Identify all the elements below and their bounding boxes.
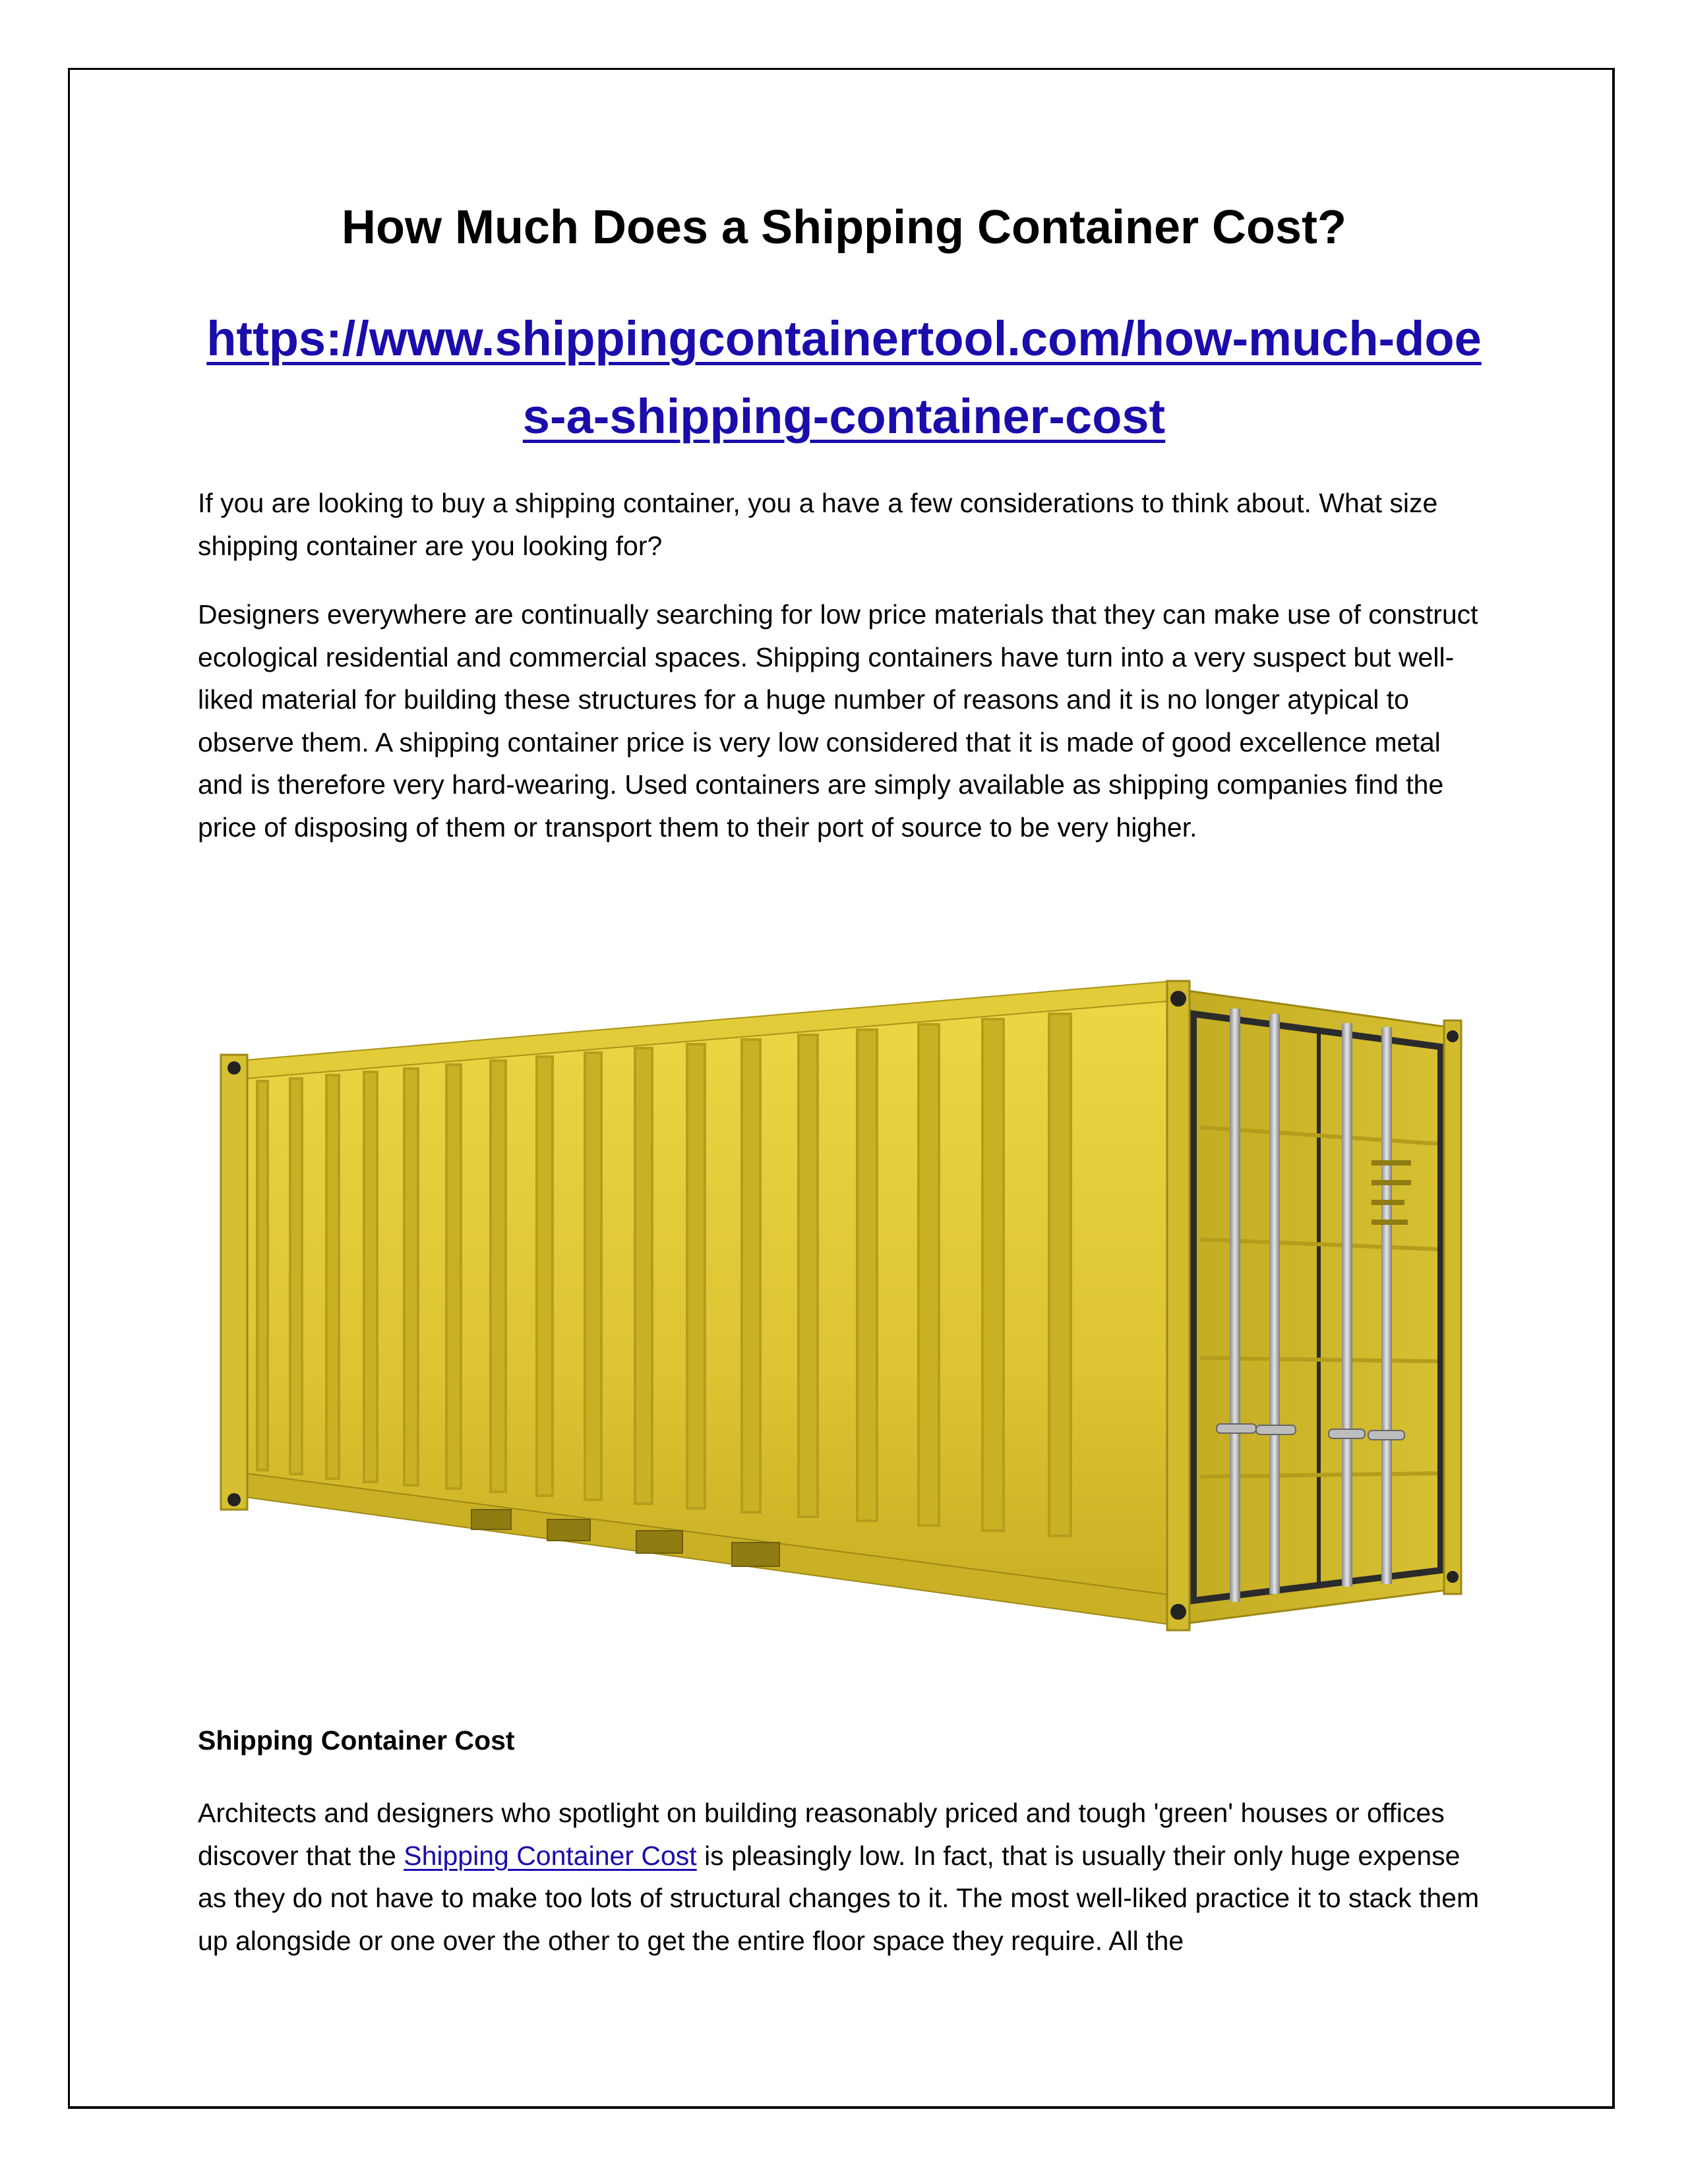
corner-casting [227,1061,241,1075]
corner-post-front [1167,981,1190,1630]
corner-casting [1170,1604,1186,1620]
shipping-container-cost-link[interactable]: Shipping Container Cost [404,1840,697,1871]
source-link[interactable]: https://www.shippingcontainertool.com/how-much-does-a-shipping-container-cost [206,311,1482,444]
corner-post-front-right [1444,1020,1461,1594]
corner-casting [1170,991,1186,1007]
corner-casting [227,1493,241,1506]
corner-casting [1447,1571,1459,1583]
corner-post-left [221,1055,247,1510]
source-link-block [198,300,1490,456]
section-heading: Shipping Container Cost [198,1725,515,1756]
body-paragraph: Designers everywhere are continually searching for low price materials that they can make use of construct ecological residential and commercial spaces. Shipping containers have turn into a very suspect but well-liked material for building these structures for a huge number of reasons and it is no longer atypical to observe them. A shipping container price is very low considered that it is made of good excellence metal and is therefore very hard-wearing. Used containers are simply available as shipping companies find the price of disposing of them or transport them to their port of source to be very higher. [198,599,1478,842]
shipping-container-image [218,962,1470,1655]
section-paragraph [198,1792,1490,1962]
container-door-end [1174,989,1457,1625]
corner-casting [1447,1030,1459,1042]
page-title: How Much Does a Shipping Container Cost? [341,201,1347,254]
section-paragraph-text-start: Architects and designers who spotlight on building reasonably priced and tough 'green' houses or offices discover that the [198,1798,1445,1871]
intro-paragraph: If you are looking to buy a shipping container, you a have a few considerations to think about. What size shipping container are you looking for? [198,488,1438,561]
section-paragraph-text-end: is pleasingly low. In fact, that is usually their only huge expense as they do not have to make too lots of structural changes to it. The most well-liked practice it to stack them up alongside or one over the other to get the entire floor space they require. All the [198,1840,1480,1956]
